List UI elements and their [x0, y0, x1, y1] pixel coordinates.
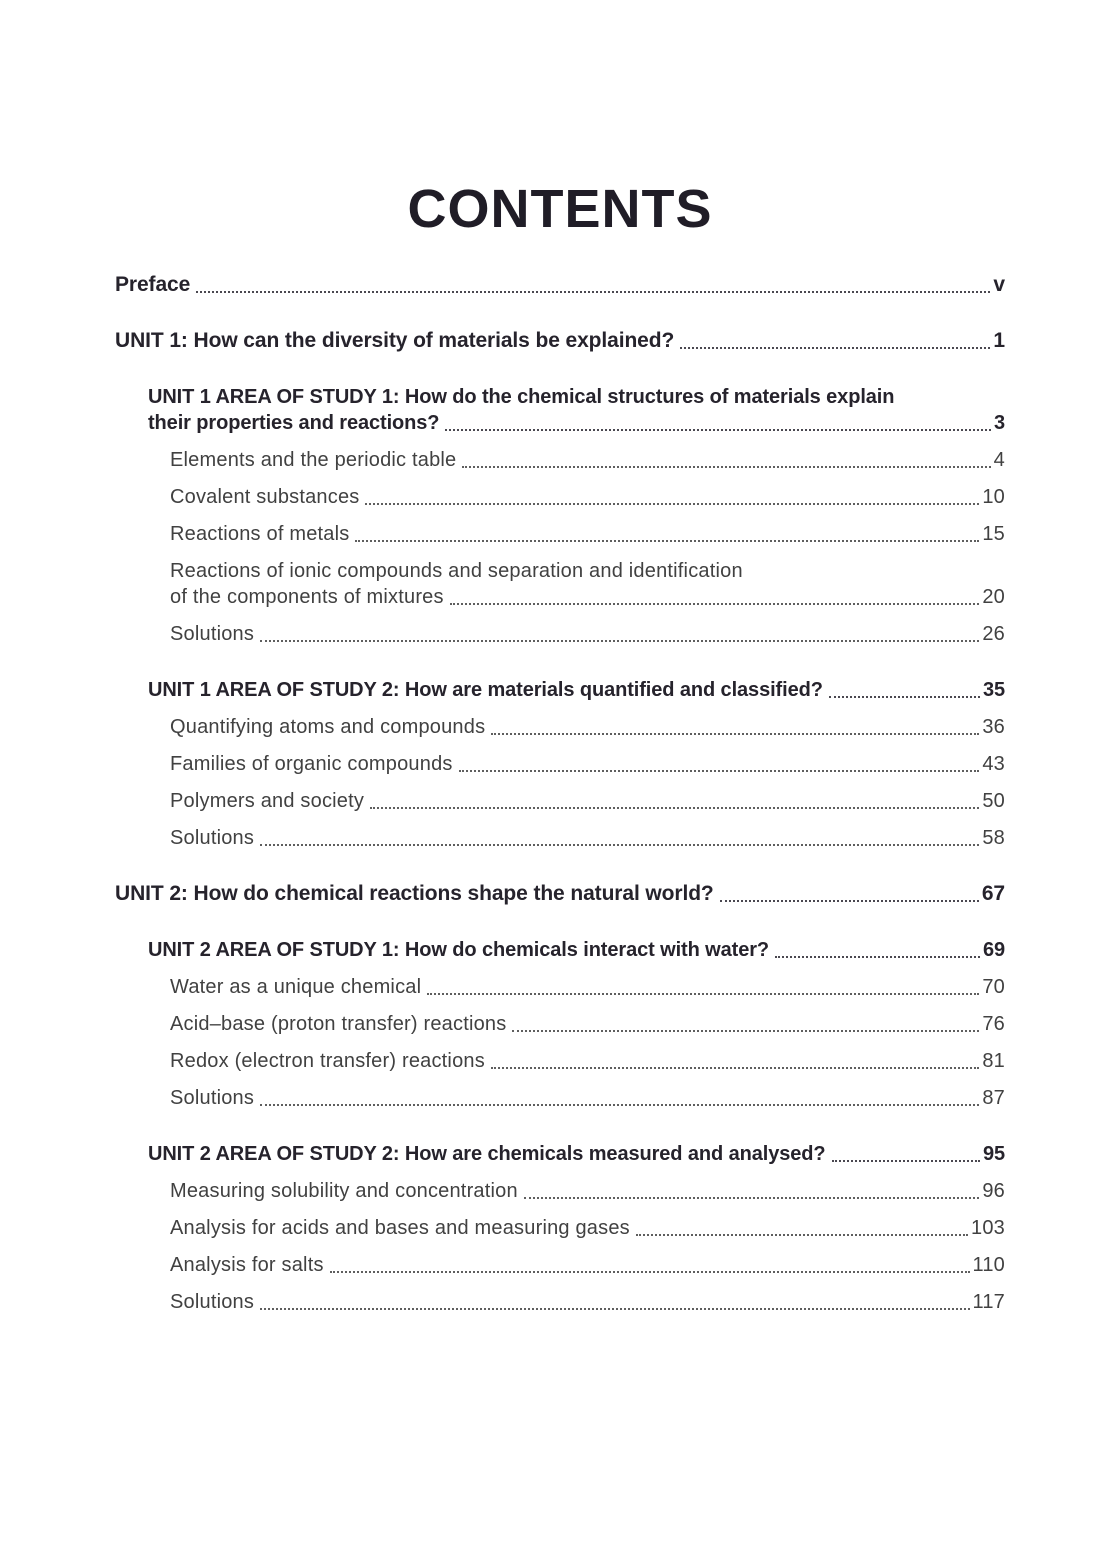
toc-entry-label: their properties and reactions?	[148, 412, 440, 434]
toc-entry-page-number: v	[993, 273, 1005, 296]
toc-entry-label: Reactions of metals	[170, 523, 350, 545]
dot-leader	[445, 429, 991, 431]
toc-entry-line	[170, 714, 1005, 740]
toc-entry-line	[170, 1252, 1005, 1278]
toc-entry-page-number: 67	[981, 882, 1005, 905]
toc-entry	[115, 1085, 1005, 1111]
toc-entry-line	[170, 1289, 1005, 1315]
toc-entry-label: Analysis for salts	[170, 1254, 324, 1276]
toc-entry-label: Water as a unique chemical	[170, 976, 422, 998]
toc-list	[115, 272, 1005, 1315]
toc-entry-line	[148, 677, 1005, 703]
dot-leader	[459, 770, 980, 772]
toc-entry-page-number: 96	[982, 1180, 1005, 1202]
toc-entry-line	[170, 484, 1005, 510]
toc-entry-label: of the components of mixtures	[170, 586, 444, 608]
toc-entry	[115, 484, 1005, 510]
dot-leader	[260, 1308, 969, 1310]
toc-entry-page-number: 76	[982, 1013, 1005, 1035]
toc-entry-line	[170, 1085, 1005, 1111]
page-title: CONTENTS	[407, 179, 713, 239]
toc-entry-label: Polymers and society	[170, 790, 365, 812]
toc-entry-page-number: 87	[982, 1087, 1005, 1109]
dot-leader	[524, 1197, 980, 1199]
toc-entry-page-number: 110	[972, 1254, 1005, 1276]
toc-entry	[115, 521, 1005, 547]
toc-entry-line	[115, 272, 1005, 298]
toc-entry-label: Solutions	[170, 827, 255, 849]
toc-entry	[115, 825, 1005, 851]
toc-entry-label: UNIT 1: How can the diversity of materials be explained?	[115, 329, 675, 352]
toc-entry	[115, 1215, 1005, 1241]
dot-leader	[680, 347, 990, 349]
dot-leader	[512, 1030, 979, 1032]
toc-entry-label: UNIT 2: How do chemical reactions shape the natural world?	[115, 882, 714, 905]
toc-entry-page-number: 103	[971, 1217, 1005, 1239]
toc-entry	[115, 272, 1005, 298]
toc-entry-label: Solutions	[170, 1291, 255, 1313]
toc-entry	[115, 974, 1005, 1000]
toc-entry	[115, 558, 1005, 610]
toc-entry-page-number: 70	[982, 976, 1005, 998]
toc-entry-line	[170, 1215, 1005, 1241]
toc-entry-page-number: 69	[982, 939, 1005, 961]
toc-entry-line	[170, 974, 1005, 1000]
dot-leader	[196, 291, 990, 293]
dot-leader	[832, 1160, 980, 1162]
toc-entry	[115, 447, 1005, 473]
toc-entry-page-number: 35	[982, 679, 1005, 701]
toc-entry-line	[170, 788, 1005, 814]
toc-entry-line	[170, 1178, 1005, 1204]
toc-entry	[115, 881, 1005, 907]
toc-entry-line	[148, 1141, 1005, 1167]
toc-entry-line	[170, 1011, 1005, 1037]
dot-leader	[450, 603, 980, 605]
toc-entry	[115, 384, 1005, 436]
toc-entry-label: UNIT 1 AREA OF STUDY 2: How are materials quantified and classified?	[148, 679, 823, 701]
toc-entry-label: Redox (electron transfer) reactions	[170, 1050, 485, 1072]
toc-entry	[115, 1048, 1005, 1074]
toc-entry-label: Solutions	[170, 1087, 255, 1109]
toc-entry-line	[170, 521, 1005, 547]
toc-entry-page-number: 1	[993, 329, 1005, 352]
toc-entry-line	[115, 881, 1005, 907]
dot-leader	[260, 1104, 979, 1106]
toc-entry-page-number: 58	[982, 827, 1005, 849]
toc-entry-label-line1: UNIT 1 AREA OF STUDY 1: How do the chemical structures of materials explain	[148, 386, 895, 408]
toc-entry	[115, 328, 1005, 354]
toc-entry-line	[170, 1048, 1005, 1074]
toc-entry-page-number: 4	[993, 449, 1005, 471]
dot-leader	[462, 466, 990, 468]
dot-leader	[260, 844, 979, 846]
toc-entry-page-number: 95	[982, 1143, 1005, 1165]
toc-entry-line	[148, 410, 1005, 436]
toc-entry-page-number: 50	[982, 790, 1005, 812]
toc-entry-label: UNIT 2 AREA OF STUDY 2: How are chemicals measured and analysed?	[148, 1143, 826, 1165]
dot-leader	[491, 1067, 979, 1069]
toc-entry-page-number: 10	[982, 486, 1005, 508]
dot-leader	[355, 540, 979, 542]
toc-entry-label: Measuring solubility and concentration	[170, 1180, 518, 1202]
toc-entry	[115, 1252, 1005, 1278]
toc-entry-line	[170, 751, 1005, 777]
toc-entry	[115, 677, 1005, 703]
toc-entry-page-number: 43	[982, 753, 1005, 775]
toc-entry-page-number: 20	[982, 586, 1005, 608]
dot-leader	[775, 956, 980, 958]
toc-entry-label: Elements and the periodic table	[170, 449, 457, 471]
dot-leader	[365, 503, 979, 505]
dot-leader	[370, 807, 979, 809]
toc-entry-line	[115, 328, 1005, 354]
toc-entry-page-number: 3	[993, 412, 1005, 434]
toc-entry-line	[170, 584, 1005, 610]
toc-entry	[115, 621, 1005, 647]
toc-entry	[115, 1178, 1005, 1204]
toc-entry-line	[170, 447, 1005, 473]
toc-entry	[115, 1141, 1005, 1167]
dot-leader	[491, 733, 979, 735]
toc-entry-label: Analysis for acids and bases and measuring gases	[170, 1217, 630, 1239]
toc-entry-label-line1: Reactions of ionic compounds and separation and identification	[170, 560, 743, 582]
toc-entry-label: UNIT 2 AREA OF STUDY 1: How do chemicals interact with water?	[148, 939, 770, 961]
toc-entry-label: Preface	[115, 273, 191, 296]
toc-entry	[115, 751, 1005, 777]
toc-entry-page-number: 117	[972, 1291, 1005, 1313]
toc-entry-label: Solutions	[170, 623, 255, 645]
toc-entry-label: Covalent substances	[170, 486, 360, 508]
dot-leader	[720, 900, 979, 902]
toc-entry	[115, 788, 1005, 814]
toc-entry-label: Quantifying atoms and compounds	[170, 716, 486, 738]
dot-leader	[636, 1234, 968, 1236]
toc-entry	[115, 1289, 1005, 1315]
dot-leader	[829, 696, 980, 698]
toc-entry-page-number: 81	[982, 1050, 1005, 1072]
toc-entry-label: Acid–base (proton transfer) reactions	[170, 1013, 507, 1035]
toc-entry-line	[170, 621, 1005, 647]
toc-entry-page-number: 26	[982, 623, 1005, 645]
toc-entry	[115, 1011, 1005, 1037]
toc-entry-line	[170, 825, 1005, 851]
dot-leader	[330, 1271, 970, 1273]
toc-entry-label: Families of organic compounds	[170, 753, 453, 775]
dot-leader	[260, 640, 979, 642]
toc-entry	[115, 714, 1005, 740]
toc-entry-page-number: 36	[982, 716, 1005, 738]
toc-entry-page-number: 15	[982, 523, 1005, 545]
toc-entry-line	[148, 937, 1005, 963]
toc-entry	[115, 937, 1005, 963]
dot-leader	[427, 993, 979, 995]
